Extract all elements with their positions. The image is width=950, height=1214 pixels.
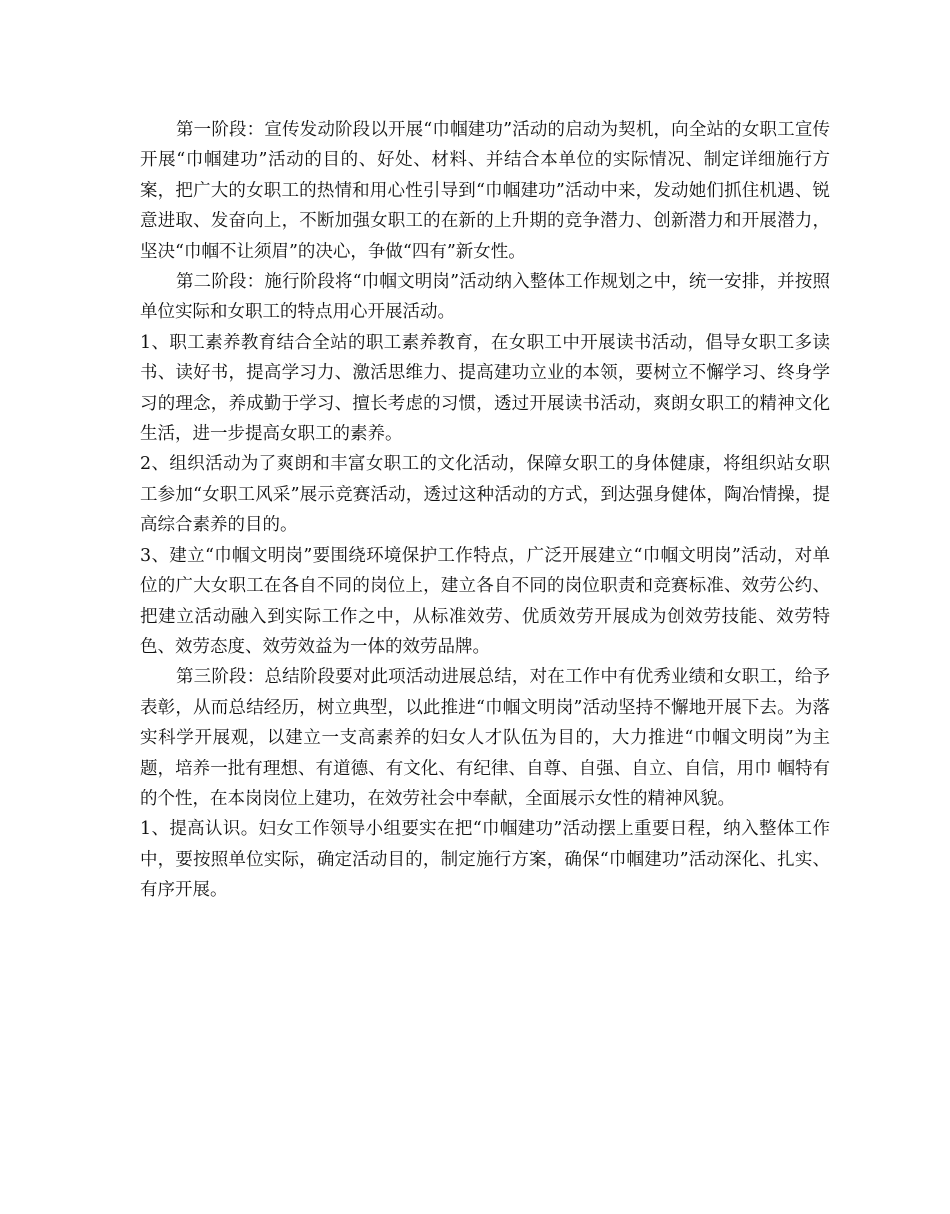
document-body [140,115,830,906]
paragraph-item-1-awareness: 1、提高认识。妇女工作领导小组要实在把“巾帼建功”活动摆上重要日程，纳入整体工作中，要按照单位实际，确定活动目的，制定施行方案，确保“巾帼建功”活动深化、扎实、有序开展。 [140,819,830,901]
paragraph-stage-one: 第一阶段：宣传发动阶段以开展“巾帼建功”活动的启动为契机，向全站的女职工宣传开展“巾帼建功”活动的目的、好处、材料、并结合本单位的实际情况、制定详细施行方案，把广大的女职工的热情和用心性引导到“巾帼建功”活动中来，发动她们抓住机遇、锐意进取、发奋向上，不断加强女职工的在新的上升期的竞争潜力、创新潜力和开展潜力，坚决“巾帼不让须眉”的决心，争做“四有”新女性。 [140,120,830,262]
paragraph-item-1-education: 1、职工素养教育结合全站的职工素养教育，在女职工中开展读书活动，倡导女职工多读书、读好书，提高学习力、激活思维力、提高建功立业的本领，要树立不懈学习、终身学习的理念，养成勤于学习、擅长考虑的习惯，透过开展读书活动，爽朗女职工的精神文化生活，进一步提高女职工的素养。 [140,332,830,445]
paragraph-item-2-activities: 2、组织活动为了爽朗和丰富女职工的文化活动，保障女职工的身体健康，将组织站女职工参加“女职工风采”展示竞赛活动，透过这种活动的方式，到达强身健体，陶冶情操，提高综合素养的目的。 [140,454,830,536]
paragraph-item-3-civilized-post: 3、建立“巾帼文明岗”要围绕环境保护工作特点，广泛开展建立“巾帼文明岗”活动，对单位的广大女职工在各自不同的岗位上，建立各自不同的岗位职责和竞赛标准、效劳公约、把建立活动融入到实际工作之中，从标准效劳、优质效劳开展成为创效劳技能、效劳特色、效劳态度、效劳效益为一体的效劳品牌。 [140,545,830,657]
paragraph-stage-three: 第三阶段：总结阶段要对此项活动进展总结，对在工作中有优秀业绩和女职工，给予表彰，从而总结经历，树立典型，以此推进“巾帼文明岗”活动坚持不懈地开展下去。为落实科学开展观，以建立一支高素养的妇女人才队伍为目的，大力推进“巾帼文明岗”为主题，培养一批有理想、有道德、有文化、有纪律、自尊、自强、自立、自信，用巾 帼特有的个性，在本岗岗位上建功，在效劳社会中奉献，全面展示女性的精神风貌。 [140,667,830,809]
paragraph-stage-two: 第二阶段：施行阶段将“巾帼文明岗”活动纳入整体工作规划之中，统一安排，并按照单位实际和女职工的特点用心开展活动。 [140,272,830,323]
